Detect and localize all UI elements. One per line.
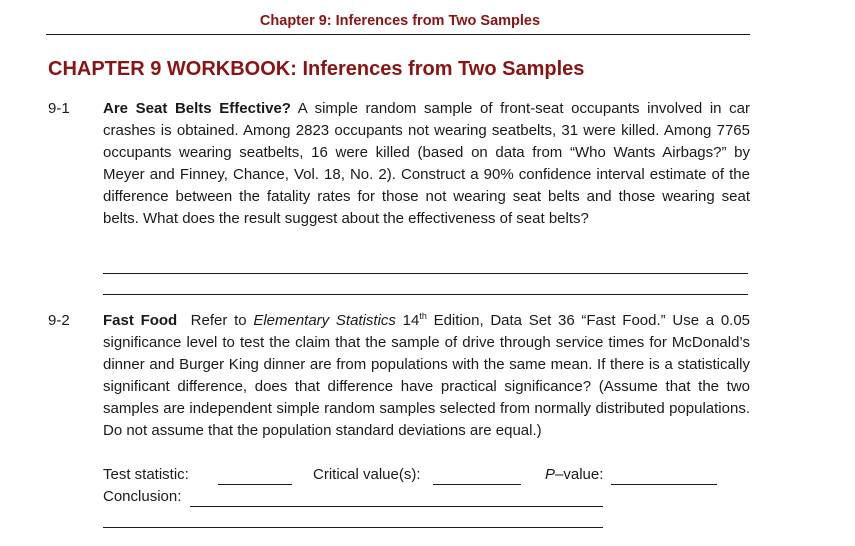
conclusion-blank[interactable] (190, 506, 603, 507)
problem-text (103, 310, 750, 442)
problem-body: A simple random sample of front-seat occupants involved in car crashes is obtained. Among 2823 occupants not wearing seatbelts, 31 were killed. Among 7765 occupants wearing seatbelts, 16 were killed (based on data from “Who Wants Airbags?” by Meyer and Finney, Chance, Vol. 18, No. 2). Construct a 90% confidence interval estimate of the difference between the fatality rates for those not wearing seat belts and those wearing seat belts. What does the result suggest about the effectiveness of seat belts? (103, 100, 750, 227)
answer-line (103, 273, 748, 274)
problem-body-intro: Refer to (177, 312, 254, 329)
p-value-letter: P (545, 466, 556, 483)
problem-title: Are Seat Belts Effective? (103, 100, 291, 117)
test-statistic-label: Test statistic: (103, 466, 189, 483)
edition-number: 14 (395, 312, 420, 329)
problem-body: Edition, Data Set 36 “Fast Food.” Use a 0.05 significance level to test the claim that the sample of drive through service times for McDonald’s dinner and Burger King dinner are from populations with the same mean. If there is a statistically significant difference, does that difference have practical significance? (Assume that the two samples are independent simple random samples selected from normally distributed populations. Do not assume that the population standard deviations are equal.) (103, 312, 751, 439)
book-title: Elementary Statistics (253, 312, 396, 329)
test-statistic-blank[interactable] (218, 484, 292, 485)
problem-title: Fast Food (103, 312, 178, 329)
chapter-title: CHAPTER 9 WORKBOOK: Inferences from Two Samples (48, 58, 585, 80)
answer-line (103, 294, 748, 295)
critical-values-label: Critical value(s): (313, 466, 421, 483)
conclusion-blank-extra[interactable] (103, 527, 603, 528)
edition-suffix: th (419, 311, 427, 321)
conclusion-label: Conclusion: (103, 488, 182, 505)
problem-number: 9-2 (48, 312, 70, 329)
p-value-label (545, 464, 603, 486)
critical-values-blank[interactable] (433, 484, 521, 485)
header-rule (46, 34, 750, 35)
p-value-blank[interactable] (611, 484, 717, 485)
running-header: Chapter 9: Inferences from Two Samples (259, 13, 541, 29)
problem-number: 9-1 (48, 100, 70, 117)
p-value-suffix: –value: (555, 466, 604, 483)
problem-text (103, 98, 750, 230)
